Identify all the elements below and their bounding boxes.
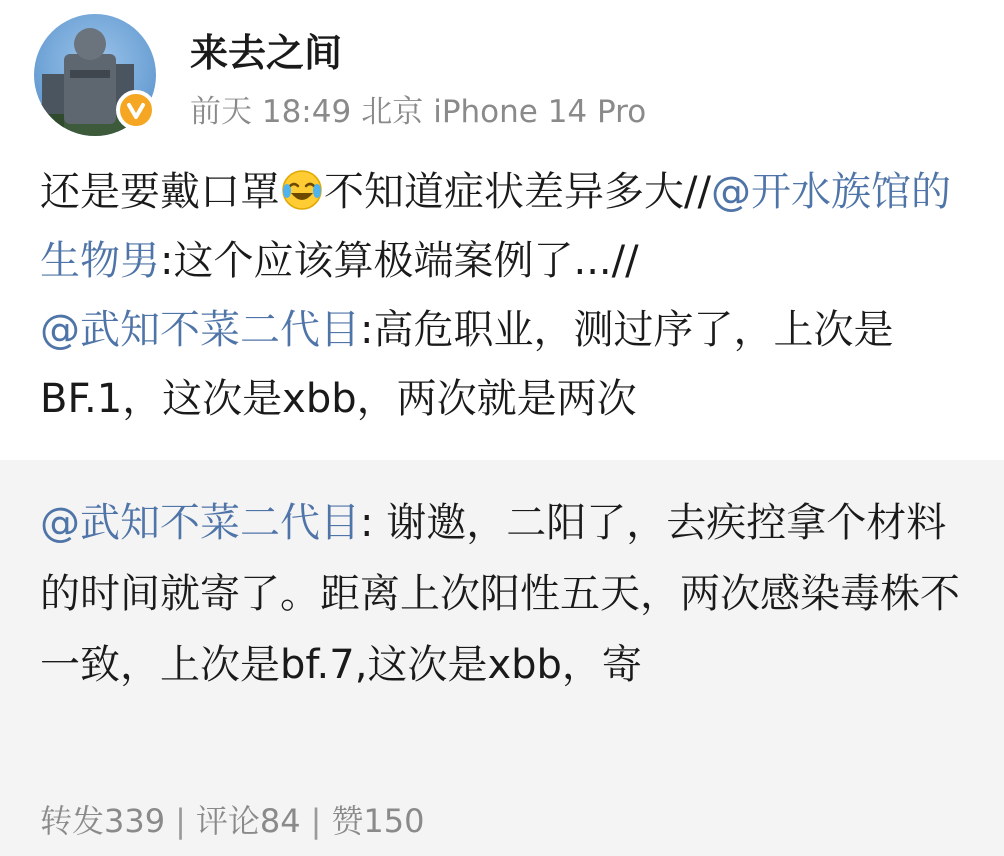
post-text-1: 还是要戴口罩 — [40, 169, 280, 215]
quoted-post-stats — [40, 796, 424, 842]
post-body — [40, 158, 970, 434]
post-text-3: :这个应该算极端案例了...// — [160, 238, 639, 284]
post-time: 前天 18:49 — [190, 94, 352, 130]
mention-link-1[interactable]: @开水族馆的生物男 — [40, 169, 951, 284]
post-text-2: 不知道症状差异多大// — [324, 169, 711, 215]
repost-count[interactable]: 转发339 — [40, 802, 166, 840]
crying-laughing-emoji-icon — [281, 169, 323, 211]
post-header — [0, 0, 1004, 150]
like-count[interactable]: 赞150 — [331, 802, 425, 840]
mention-link-2[interactable]: @武知不菜二代目 — [40, 307, 360, 353]
author-name[interactable]: 来去之间 — [190, 31, 343, 75]
comment-count[interactable]: 评论84 — [195, 802, 301, 840]
post-text-4: :高危职业，测过序了，上次是BF.1，这次是xbb，两次就是两次 — [40, 307, 894, 422]
stats-separator: | — [310, 802, 322, 840]
verified-badge-icon — [116, 90, 156, 130]
quoted-post-text: : 谢邀，二阳了，去疾控拿个材料的时间就寄了。距离上次阳性五天，两次感染毒株不一致，上次是bf.7,这次是xbb，寄 — [40, 500, 960, 688]
post-location: 北京 — [361, 94, 424, 130]
post-meta — [190, 86, 656, 131]
quoted-post-body[interactable] — [40, 488, 970, 701]
quoted-mention-link[interactable]: @武知不菜二代目 — [40, 500, 360, 546]
post-device: iPhone 14 Pro — [433, 94, 647, 130]
stats-separator: | — [175, 802, 186, 840]
